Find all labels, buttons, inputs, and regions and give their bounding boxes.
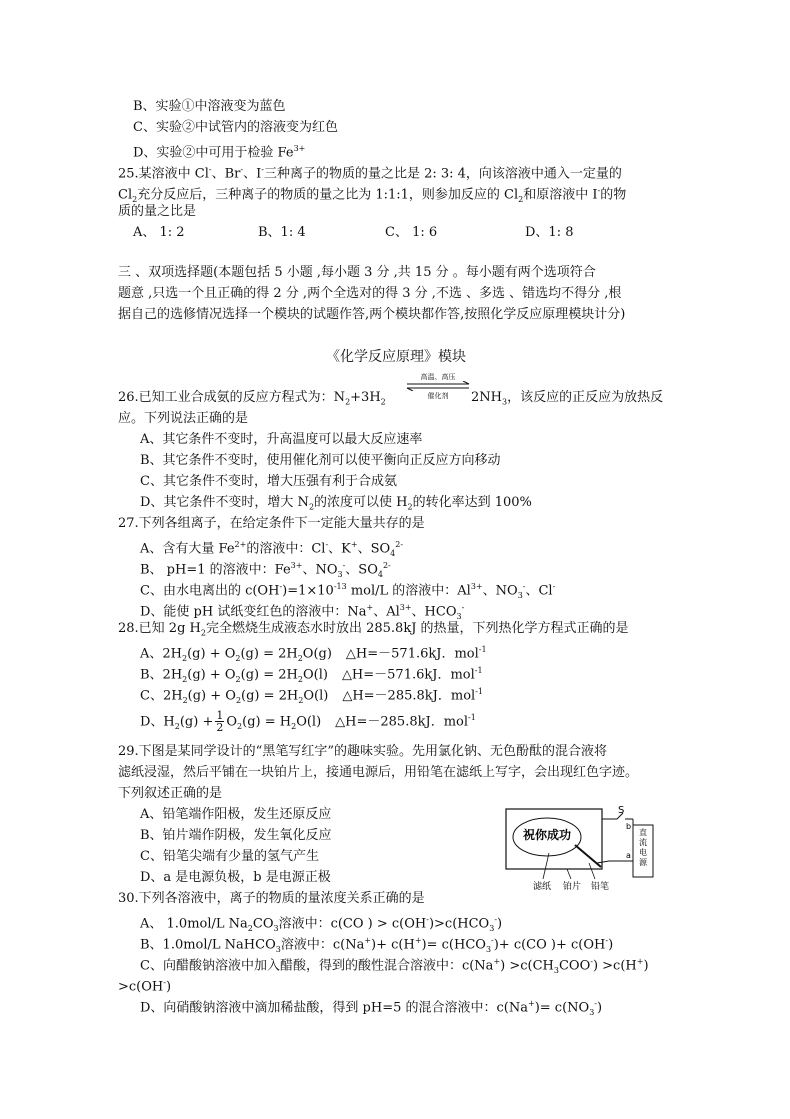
q30-option-c: C、向醋酸钠溶液中加入醋酸，得到的酸性混合溶液中：$c(Na^+) >c(CH_3COO^-) >c(H^+)$ <box>140 957 649 975</box>
reaction-condition-bottom: 催化剂 <box>427 392 449 400</box>
fraction-one-half: $\frac{1}{2}$ <box>216 709 224 735</box>
q25-option-c: C、 1: 6 <box>385 225 438 240</box>
label-platinum: 铂片 <box>563 882 582 892</box>
q26-option-b: B、其它条件不变时，使用催化剂可以使平衡向正反应方向移动 <box>140 453 501 468</box>
q25-option-d: D、1: 8 <box>525 225 574 240</box>
q25-stem-line2: $Cl_2$充分反应后，三种离子的物质的量之比为 1:1:1，则参加反应的 $Cl_2$和原溶液中 I-的物 <box>118 186 627 204</box>
figure-text: 祝你成功 <box>522 828 572 842</box>
reversible-arrow-icon <box>405 381 471 391</box>
q25-stem-line1: 25.某溶液中 Cl-、Br-、I-三种离子的物质的量之比是 2: 3: 4，向该溶液中通入一定量的 <box>118 165 622 182</box>
module-title: 《化学反应原理》模块 <box>326 349 466 365</box>
power-label-4: 源 <box>639 858 647 867</box>
q26-option-d: D、其它条件不变时，增大 $N_2$的浓度可以使 $H_2$的转化率达到 100% <box>140 495 532 512</box>
terminal-b: b <box>626 822 632 831</box>
q29-option-b: B、铂片端作阴极，发生氧化反应 <box>140 828 332 843</box>
q29-stem-line2: 滤纸浸湿，然后平铺在一块铂片上，接通电源后，用铅笔在滤纸上写字，会出现红色字迹。 <box>118 765 639 780</box>
equilibrium-arrow <box>405 373 471 403</box>
q28-option-d: D、$H_2(g)$ + $\frac{1}{2}$ $O_2(g) = H_2O(l)$ △H=－285.8kJ．mol$^{-1}$ <box>140 709 476 735</box>
prev-option-d: D、实验②中可用于检验 $Fe^{3+}$ <box>133 144 306 161</box>
prev-option-c: C、实验②中试管内的溶液变为红色 <box>133 120 338 135</box>
switch-label: S <box>618 805 625 816</box>
q25-option-b: B、1: 4 <box>258 225 306 240</box>
reaction-condition-top: 高温、高压 <box>420 373 456 381</box>
q26-option-a: A、其它条件不变时，升高温度可以最大反应速率 <box>140 432 423 447</box>
q29-option-c: C、铅笔尖端有少量的氢气产生 <box>140 849 319 864</box>
power-label-3: 电 <box>639 848 647 857</box>
q29-option-d: D、a 是电源负极，b 是电源正极 <box>140 870 331 885</box>
prev-option-b: B、实验①中溶液变为蓝色 <box>133 99 286 114</box>
q30-stem: 30.下列各溶液中，离子的物质的量浓度关系正确的是 <box>118 891 425 906</box>
power-label-1: 直 <box>639 828 647 837</box>
q26-stem-right: $2NH_3$，该反应的正反应为放热反 <box>471 390 664 407</box>
q26-option-c: C、其它条件不变时，增大压强有利于合成氨 <box>140 474 397 489</box>
q28-option-b: B、$2H_2(g) + O_2(g) = 2H_2O(l)$ △H=－571.6kJ．mol$^{-1}$ <box>140 666 483 684</box>
power-label-2: 流 <box>639 838 647 847</box>
q28-option-c: C、$2H_2(g) + O_2(g) = 2H_2O(l)$ △H=－285.8kJ．mol$^{-1}$ <box>140 687 483 705</box>
q26-stem-left: 26.已知工业合成氨的反应方程式为：$N_2+3H_2$ <box>118 390 386 407</box>
electrolysis-figure <box>505 805 655 895</box>
q25-option-a: A、 1: 2 <box>133 225 185 240</box>
label-filter-paper: 滤纸 <box>533 882 552 892</box>
q30-option-a: A、 1.0mol/L $Na_2CO_3$溶液中：c(CO ) > $c(OH^-)>c(HCO_3^-)$ <box>140 915 503 933</box>
pencil <box>575 845 601 867</box>
q27-option-b: B、 pH=1 的溶液中：$Fe^{3+}$、$NO_3^-$、$SO_4^{2-}$ <box>140 561 391 579</box>
power-label <box>639 827 648 867</box>
section3-line2: 题意 ,只选一个且正确的得 2 分 ,两个全选对的得 3 分 ,不选 、多选 、错选均不得分 ,根 <box>118 286 622 301</box>
q28-stem: 28.已知 2g $H_2$完全燃烧生成液态水时放出 285.8kJ 的热量，下列热化学方程式正确的是 <box>118 621 629 638</box>
q28-option-a: A、$2H_2(g) + O_2(g) = 2H_2O(g)$ △H=－571.6kJ．mol$^{-1}$ <box>140 645 487 663</box>
q27-stem: 27.下列各组离子，在给定条件下一定能大量共存的是 <box>118 516 425 531</box>
section3-line1: 三 、双项选择题(本题包括 5 小题 ,每小题 3 分 ,共 15 分 。每小题有两个选项符合 <box>118 265 596 280</box>
q27-option-d: D、能使 pH 试纸变红色的溶液中：Na+、$Al^{3+}$、$HCO_3^-$ <box>140 603 465 621</box>
q25-stem-line3: 质的量之比是 <box>118 204 197 219</box>
q29-option-a: A、铅笔端作阳极，发生还原反应 <box>140 807 332 822</box>
q29-stem-line1: 29.下图是某同学设计的“黑笔写红字”的趣味实验。先用氯化钠、无色酚酞的混合液将 <box>118 744 607 759</box>
q30-option-c-cont: >c(OH-) <box>118 978 172 995</box>
q29-stem-line3: 下列叙述正确的是 <box>118 786 223 801</box>
q27-option-a: A、含有大量 $Fe^{2+}$的溶液中：Cl-、K+、$SO_4^{2-}$ <box>140 540 404 558</box>
q30-option-b: B、1.0mol/L NaHCO$_3$溶液中：$c(Na^+)+ c(H^+)= c(HCO_3^-)+ c(CO$ )+ c(OH-) <box>140 936 614 954</box>
q27-option-c: C、由水电离出的 $c(OH^-)=1\times 10^{-13}$ mol/L 的溶液中：$Al^{3+}$、$NO_3^-$、Cl- <box>140 582 556 600</box>
q30-option-d: D、向硝酸钠溶液中滴加稀盐酸，得到 pH=5 的混合溶液中：$c(Na^+)= c(NO_3^-)$ <box>140 999 603 1017</box>
label-pencil: 铅笔 <box>591 882 610 892</box>
section3-line3: 据自己的选修情况选择一个模块的试题作答,两个模块都作答,按照化学反应原理模块计分) <box>118 307 626 322</box>
q26-stem-line2: 应。下列说法正确的是 <box>118 411 249 426</box>
terminal-a: a <box>626 851 631 860</box>
